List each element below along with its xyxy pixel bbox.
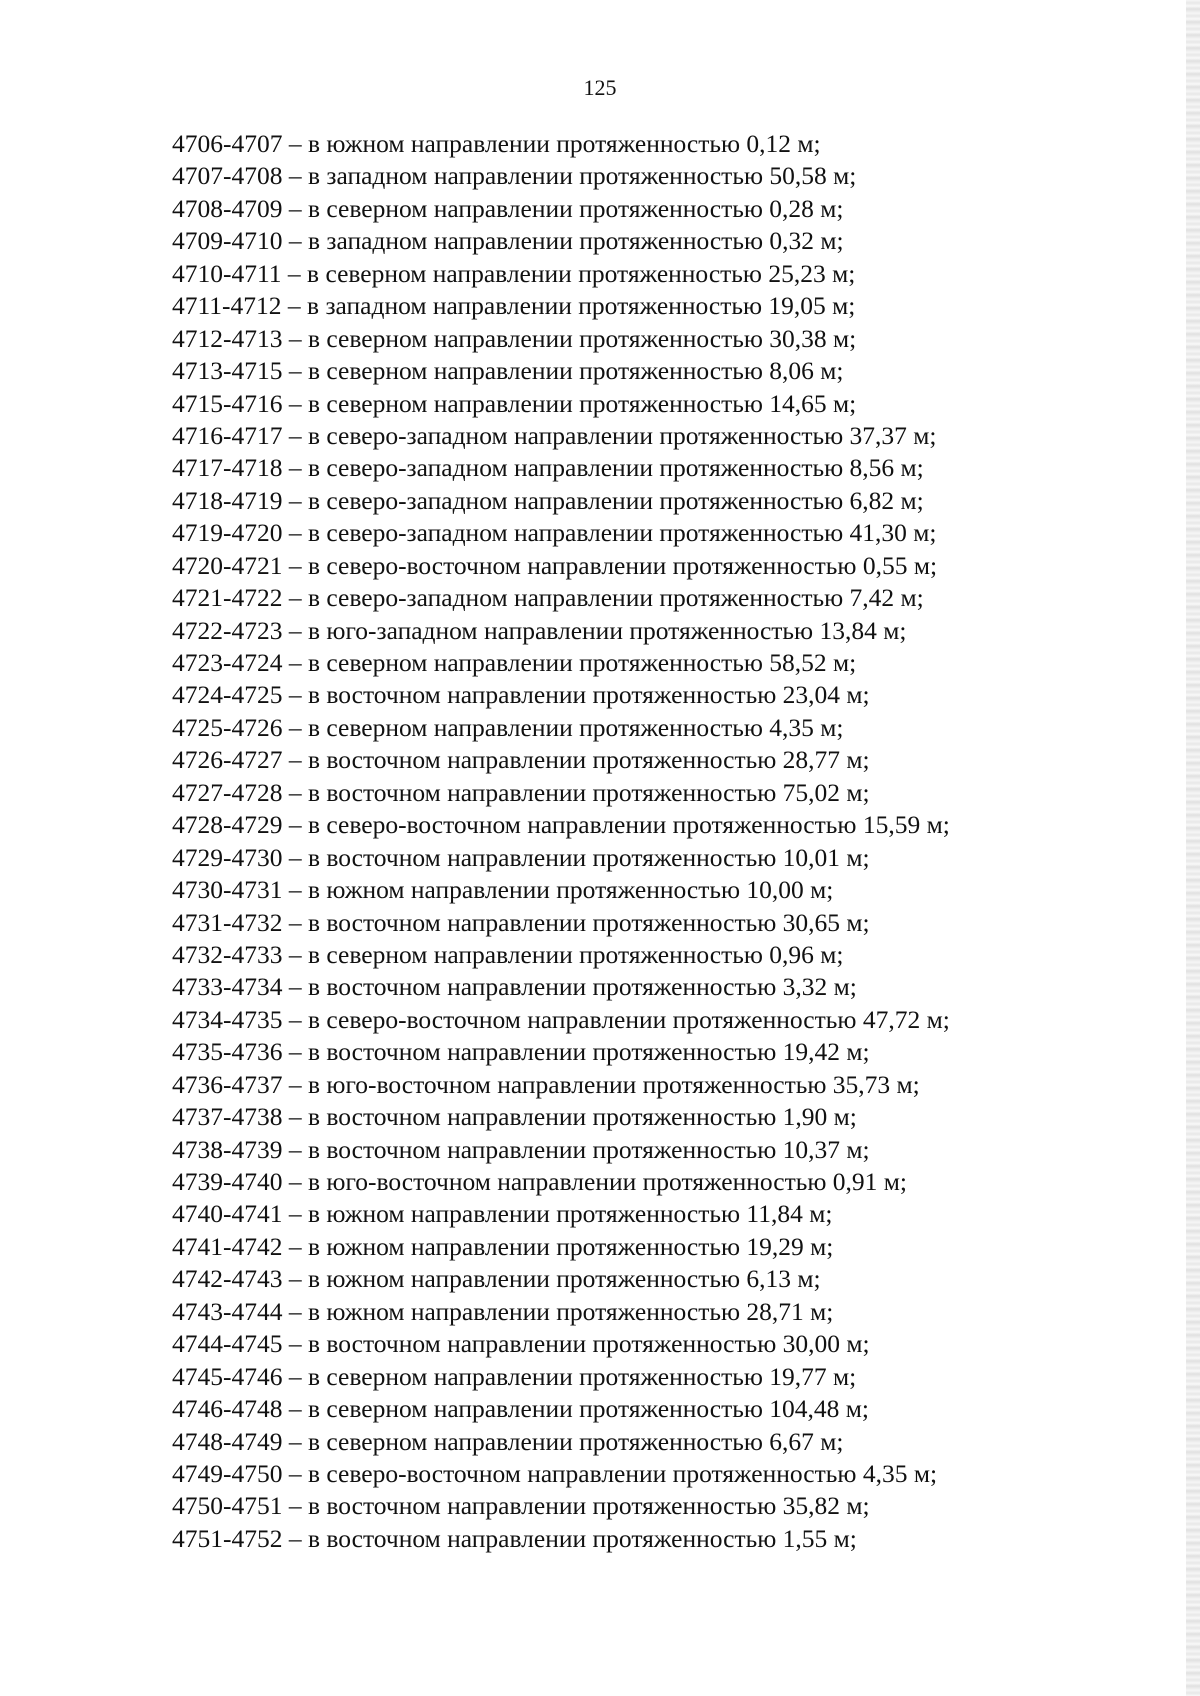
boundary-segment-line: 4707-4708 – в западном направлении протяженностью 50,58 м; — [172, 161, 857, 191]
page-number: 125 — [583, 75, 617, 100]
boundary-segment-line: 4730-4731 – в южном направлении протяженностью 10,00 м; — [172, 875, 834, 905]
boundary-segment-line: 4723-4724 – в северном направлении протяженностью 58,52 м; — [172, 648, 857, 677]
boundary-segment-line: 4711-4712 – в западном направлении протяженностью 19,05 м; — [172, 291, 856, 321]
boundary-segment-line: 4719-4720 – в северо-западном направлении протяженностью 41,30 м; — [172, 518, 937, 548]
boundary-segment-line: 4745-4746 – в северном направлении протяженностью 19,77 м; — [172, 1361, 857, 1391]
boundary-segment-line: 4735-4736 – в восточном направлении протяженностью 19,42 м; — [172, 1037, 870, 1067]
boundary-segment-line: 4713-4715 – в северном направлении протяженностью 8,06 м; — [172, 356, 844, 386]
boundary-segment-line: 4724-4725 – в восточном направлении протяженностью 23,04 м; — [172, 680, 870, 710]
boundary-segment-line: 4743-4744 – в южном направлении протяженностью 28,71 м; — [172, 1296, 834, 1326]
boundary-segment-line: 4739-4740 – в юго-восточном направлении протяженностью 0,91 м; — [172, 1167, 908, 1196]
boundary-segment-line: 4736-4737 – в юго-восточном направлении протяженностью 35,73 м; — [172, 1069, 920, 1099]
boundary-segment-line: 4751-4752 – в восточном направлении протяженностью 1,55 м; — [172, 1523, 857, 1553]
boundary-segment-line: 4720-4721 – в северо-восточном направлении протяженностью 0,55 м; — [172, 550, 938, 580]
boundary-segment-line: 4722-4723 – в юго-западном направлении протяженностью 13,84 м; — [172, 615, 907, 645]
boundary-segment-line: 4721-4722 – в северо-западном направлении протяженностью 7,42 м; — [172, 583, 924, 613]
boundary-segment-line: 4729-4730 – в восточном направлении протяженностью 10,01 м; — [172, 842, 870, 872]
boundary-segment-line: 4717-4718 – в северо-западном направлении протяженностью 8,56 м; — [172, 453, 924, 483]
boundary-segment-line: 4708-4709 – в северном направлении протяженностью 0,28 м; — [172, 193, 844, 223]
boundary-segment-line: 4732-4733 – в северном направлении протяженностью 0,96 м; — [172, 939, 844, 969]
boundary-segment-line: 4718-4719 – в северо-западном направлении протяженностью 6,82 м; — [172, 485, 924, 515]
boundary-segment-line: 4737-4738 – в восточном направлении протяженностью 1,90 м; — [172, 1102, 857, 1132]
boundary-segment-line: 4748-4749 – в северном направлении протяженностью 6,67 м; — [172, 1426, 844, 1456]
boundary-segment-line: 4709-4710 – в западном направлении протяженностью 0,32 м; — [172, 226, 844, 256]
boundary-segment-line: 4744-4745 – в восточном направлении протяженностью 30,00 м; — [172, 1329, 870, 1359]
boundary-segment-line: 4741-4742 – в южном направлении протяженностью 19,29 м; — [172, 1231, 834, 1261]
boundary-segment-line: 4746-4748 – в северном направлении протяженностью 104,48 м; — [172, 1394, 870, 1424]
boundary-segment-line: 4725-4726 – в северном направлении протяженностью 4,35 м; — [172, 712, 844, 742]
boundary-segment-line: 4738-4739 – в восточном направлении протяженностью 10,37 м; — [172, 1134, 870, 1164]
boundary-segment-line: 4726-4727 – в восточном направлении протяженностью 28,77 м; — [172, 745, 870, 775]
boundary-segment-line: 4750-4751 – в восточном направлении протяженностью 35,82 м; — [172, 1491, 870, 1521]
boundary-segment-line: 4706-4707 – в южном направлении протяженностью 0,12 м; — [172, 129, 821, 158]
boundary-segment-line: 4716-4717 – в северо-западном направлении протяженностью 37,37 м; — [172, 420, 937, 450]
boundary-segment-line: 4728-4729 – в северо-восточном направлении протяженностью 15,59 м; — [172, 810, 950, 840]
boundary-segment-line: 4733-4734 – в восточном направлении протяженностью 3,32 м; — [172, 972, 857, 1002]
scan-edge — [1186, 0, 1200, 1696]
boundary-segment-line: 4712-4713 – в северном направлении протяженностью 30,38 м; — [172, 323, 857, 353]
boundary-segment-line: 4740-4741 – в южном направлении протяженностью 11,84 м; — [172, 1199, 833, 1229]
boundary-segment-line: 4710-4711 – в северном направлении протяженностью 25,23 м; — [172, 258, 856, 288]
boundary-segment-line: 4715-4716 – в северном направлении протяженностью 14,65 м; — [172, 388, 857, 418]
boundary-segment-line: 4727-4728 – в восточном направлении протяженностью 75,02 м; — [172, 777, 870, 807]
boundary-segment-line: 4749-4750 – в северо-восточном направлении протяженностью 4,35 м; — [172, 1458, 938, 1488]
boundary-segment-line: 4731-4732 – в восточном направлении протяженностью 30,65 м; — [172, 907, 870, 937]
boundary-segment-line: 4742-4743 – в южном направлении протяженностью 6,13 м; — [172, 1264, 821, 1294]
boundary-segment-line: 4734-4735 – в северо-восточном направлении протяженностью 47,72 м; — [172, 1004, 950, 1034]
boundary-segment-list — [172, 128, 950, 1555]
